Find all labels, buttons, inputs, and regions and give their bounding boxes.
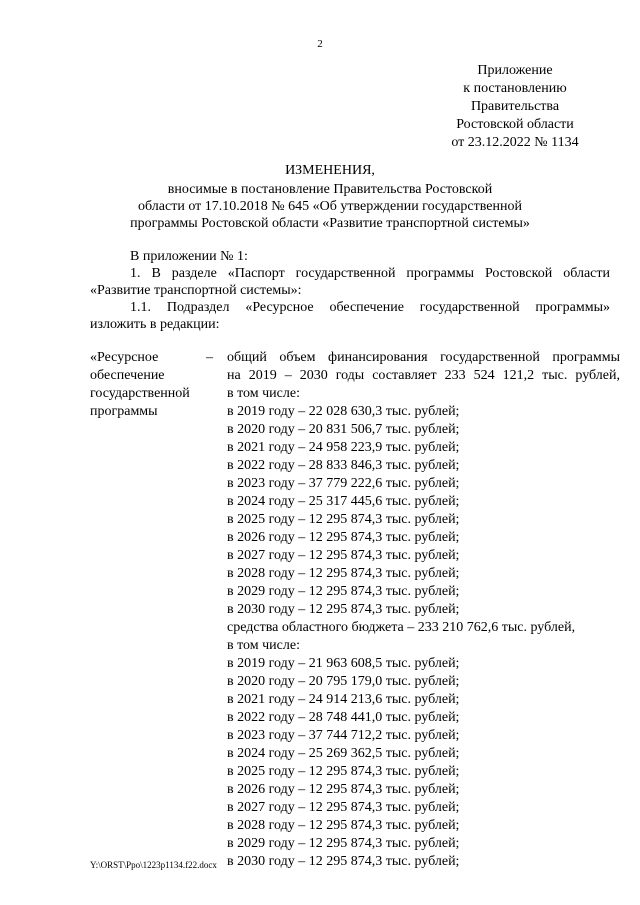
total-year-row: в 2026 году – 12 295 874,3 тыс. рублей; (227, 530, 460, 545)
regional-year-row: в 2025 году – 12 295 874,3 тыс. рублей; (227, 764, 460, 779)
subtitle-line: вносимые в постановление Правительства Ростовской (167, 182, 493, 197)
section-label-line: обеспечение (90, 368, 165, 383)
intro-paragraphs (90, 248, 610, 333)
total-year-row: в 2019 году – 22 028 630,3 тыс. рублей; (227, 404, 460, 419)
total-year-row: в 2027 году – 12 295 874,3 тыс. рублей; (227, 548, 460, 563)
regional-year-row: в 2023 году – 37 744 712,2 тыс. рублей; (227, 728, 460, 743)
document-title: ИЗМЕНЕНИЯ, (285, 163, 375, 178)
regional-year-row: в 2020 году – 20 795 179,0 тыс. рублей; (227, 674, 460, 689)
point-1-line-2: «Развитие транспортной системы»: (90, 283, 302, 298)
total-line-2: на 2019 – 2030 годы составляет 233 524 121,2 тыс. рублей, (227, 368, 620, 383)
document-title-block (90, 162, 570, 232)
regional-year-row: в 2027 году – 12 295 874,3 тыс. рублей; (227, 800, 460, 815)
total-line-1: общий объем финансирования государственной программы (227, 350, 620, 365)
file-path-footer: Y:\ORST\Ppo\1223p1134.f22.docx (90, 860, 217, 870)
section-label-line: государственной (90, 386, 190, 401)
regional-year-row: в 2024 году – 25 269 362,5 тыс. рублей; (227, 746, 460, 761)
regional-year-row: в 2019 году – 21 963 608,5 тыс. рублей; (227, 656, 460, 671)
total-year-row: в 2020 году – 20 831 506,7 тыс. рублей; (227, 422, 460, 437)
regional-year-row: в 2021 году – 24 914 213,6 тыс. рублей; (227, 692, 460, 707)
total-year-row: в 2022 году – 28 833 846,3 тыс. рублей; (227, 458, 460, 473)
total-year-row: в 2021 году – 24 958 223,9 тыс. рублей; (227, 440, 460, 455)
regional-budget-line: средства областного бюджета – 233 210 762,6 тыс. рублей, (227, 620, 576, 635)
total-year-row: в 2029 году – 12 295 874,3 тыс. рублей; (227, 584, 460, 599)
regional-year-row: в 2022 году – 28 748 441,0 тыс. рублей; (227, 710, 460, 725)
point-1-1-line-1: 1.1. Подраздел «Ресурсное обеспечение государственной программы» (130, 300, 610, 315)
total-year-row: в 2023 году – 37 779 222,6 тыс. рублей; (227, 476, 460, 491)
intro-text: В приложении № 1: (130, 249, 248, 264)
page-number: 2 (317, 38, 323, 50)
total-year-row: в 2025 году – 12 295 874,3 тыс. рублей; (227, 512, 460, 527)
including-label: в том числе: (227, 386, 300, 401)
regional-year-row: в 2030 году – 12 295 874,3 тыс. рублей; (227, 854, 460, 869)
appendix-line: Правительства (470, 99, 560, 114)
regional-year-row: в 2026 году – 12 295 874,3 тыс. рублей; (227, 782, 460, 797)
section-label (90, 349, 200, 421)
total-year-row: в 2030 году – 12 295 874,3 тыс. рублей; (227, 602, 460, 617)
subtitle-line: программы Ростовской области «Развитие транспортной системы» (130, 216, 530, 231)
regional-year-row: в 2028 году – 12 295 874,3 тыс. рублей; (227, 818, 460, 833)
section-content (227, 349, 620, 871)
appendix-block (440, 62, 590, 152)
including-label: в том числе: (227, 638, 300, 653)
total-year-row: в 2024 году – 25 317 445,6 тыс. рублей; (227, 494, 460, 509)
appendix-line: от 23.12.2022 № 1134 (451, 135, 579, 150)
subtitle-line: области от 17.10.2018 № 645 «Об утверждении государственной (138, 199, 522, 214)
section-label-line: «Ресурсное (90, 350, 159, 365)
regional-year-row: в 2029 году – 12 295 874,3 тыс. рублей; (227, 836, 460, 851)
point-1-1-line-2: изложить в редакции: (90, 317, 220, 332)
appendix-line: Ростовской области (456, 117, 574, 132)
section-label-line: программы (90, 404, 158, 419)
section-dash: – (206, 350, 213, 365)
point-1-line-1: 1. В разделе «Паспорт государственной программы Ростовской области (130, 266, 610, 281)
total-year-row: в 2028 году – 12 295 874,3 тыс. рублей; (227, 566, 460, 581)
appendix-line: к постановлению (463, 81, 567, 96)
appendix-line: Приложение (477, 63, 553, 78)
